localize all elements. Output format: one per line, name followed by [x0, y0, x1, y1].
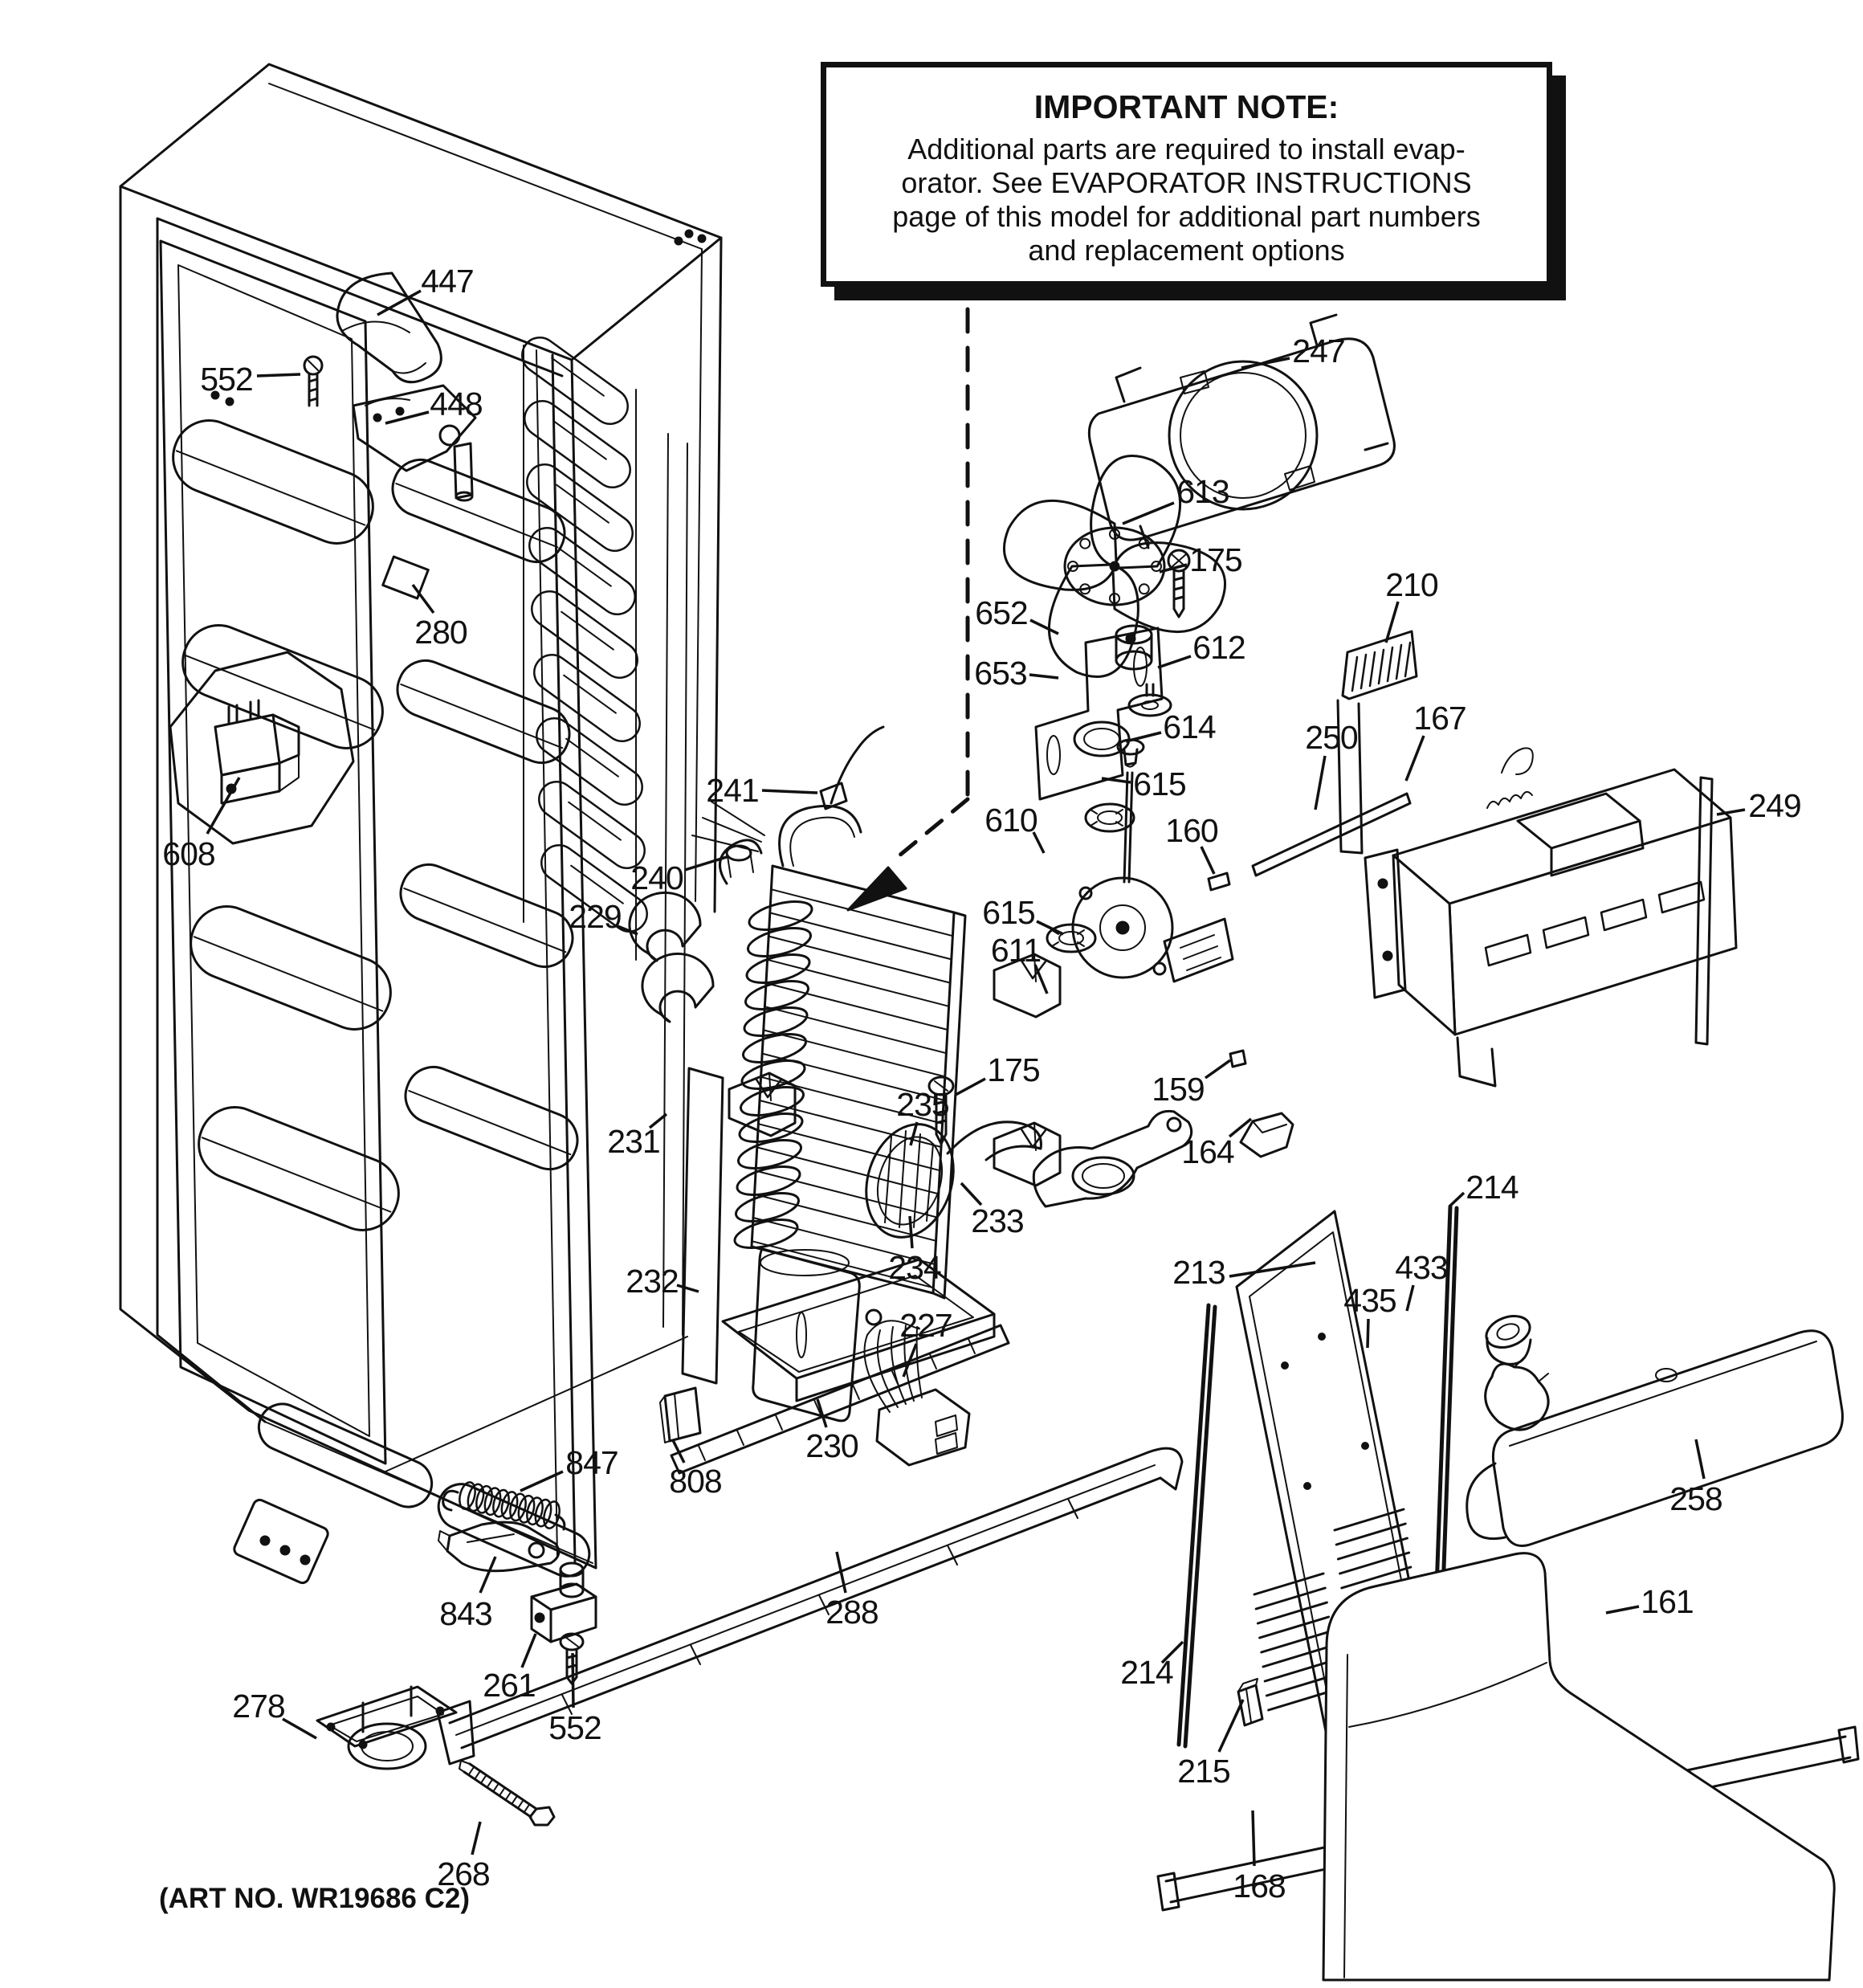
part-label-160-14: 160 — [1165, 812, 1218, 849]
part-label-240-25: 240 — [630, 859, 683, 896]
part-label-435-48: 435 — [1343, 1282, 1396, 1319]
leader-line-608 — [207, 778, 239, 834]
note-line: Additional parts are required to install evap- — [907, 133, 1466, 165]
leader-line-232 — [677, 1285, 699, 1292]
part-label-227-33: 227 — [899, 1307, 952, 1344]
part-label-433-47: 433 — [1395, 1249, 1448, 1286]
part-label-552-1: 552 — [200, 361, 253, 398]
leader-line-175 — [956, 1079, 985, 1095]
leader-line-160 — [1201, 847, 1214, 874]
part-drawing-161-cover — [1323, 1553, 1834, 1980]
part-label-447-0: 447 — [421, 263, 474, 300]
part-label-231-27: 231 — [607, 1123, 660, 1160]
part-label-214-44: 214 — [1120, 1654, 1173, 1691]
part-label-230-32: 230 — [805, 1427, 858, 1464]
art-number: (ART NO. WR19686 C2) — [159, 1883, 471, 1914]
part-label-175-17: 175 — [987, 1051, 1040, 1088]
part-drawing-808-clip — [660, 1388, 700, 1443]
leader-line-653 — [1029, 675, 1058, 678]
leader-line-215 — [1219, 1700, 1243, 1752]
part-label-843-37: 843 — [439, 1595, 492, 1632]
leader-line-240 — [685, 856, 729, 870]
leader-line-611 — [1035, 965, 1047, 994]
part-drawing-433-socket — [1482, 1311, 1535, 1365]
part-label-164-23: 164 — [1181, 1133, 1234, 1170]
part-label-233-30: 233 — [971, 1202, 1024, 1239]
part-label-261-38: 261 — [483, 1667, 536, 1704]
part-label-608-4: 608 — [162, 835, 215, 872]
leader-line-168 — [1253, 1810, 1254, 1866]
leader-line-167 — [1406, 736, 1424, 781]
part-drawing-229-clamp — [630, 892, 713, 1022]
leader-line-247 — [1241, 358, 1290, 368]
leader-line-652 — [1030, 620, 1058, 634]
part-label-235-29: 235 — [896, 1086, 949, 1123]
leader-line-250 — [1315, 756, 1325, 810]
leader-line-234 — [910, 1216, 912, 1248]
part-label-652-8: 652 — [975, 594, 1028, 631]
part-drawing-175-screw — [1168, 550, 1189, 617]
part-label-280-3: 280 — [414, 614, 467, 651]
part-label-161-50: 161 — [1641, 1583, 1694, 1620]
leader-line-614 — [1126, 733, 1161, 741]
leader-line-214 — [1450, 1193, 1464, 1206]
part-label-167-20: 167 — [1413, 700, 1466, 737]
part-drawing-268-bolt — [459, 1761, 554, 1825]
part-label-249-21: 249 — [1748, 787, 1801, 824]
part-drawing-552 — [304, 357, 322, 406]
part-label-213-42: 213 — [1172, 1254, 1225, 1291]
part-drawing-611-bracket — [1033, 1111, 1191, 1206]
leader-line-278 — [283, 1719, 316, 1738]
leader-line-161 — [1606, 1606, 1639, 1613]
part-drawing-435-bulb — [1486, 1357, 1548, 1430]
part-label-448-2: 448 — [430, 386, 483, 423]
reference-dashed-line — [848, 309, 968, 910]
part-label-234-31: 234 — [888, 1249, 941, 1286]
part-label-613-6: 613 — [1176, 473, 1229, 510]
leader-line-843 — [480, 1557, 495, 1593]
note-line: orator. See EVAPORATOR INSTRUCTIONS — [901, 166, 1472, 199]
important-note-box — [821, 62, 1552, 287]
part-drawing-610-motor — [1073, 773, 1233, 982]
part-label-615-12: 615 — [1133, 765, 1186, 802]
part-drawing-261-bracket — [532, 1563, 596, 1642]
leader-line-241 — [762, 790, 817, 793]
part-label-278-40: 278 — [232, 1688, 285, 1725]
part-label-288-35: 288 — [826, 1594, 879, 1631]
part-label-241-24: 241 — [706, 772, 759, 809]
part-label-214-43: 214 — [1466, 1169, 1519, 1206]
part-drawing-167-icemaker — [1365, 748, 1736, 1086]
part-label-552-39: 552 — [548, 1709, 601, 1746]
leader-line-612 — [1158, 656, 1191, 667]
part-drawing-608 — [170, 652, 353, 843]
leader-line-268 — [472, 1822, 480, 1855]
leader-line-233 — [961, 1183, 981, 1205]
part-drawing-159 — [1230, 1051, 1245, 1067]
arrow-icon — [848, 867, 906, 910]
part-drawing-280 — [383, 557, 429, 598]
part-label-250-18: 250 — [1305, 719, 1358, 756]
part-drawing-250-strip — [1253, 794, 1410, 876]
leader-line-613 — [1123, 503, 1174, 524]
part-label-653-9: 653 — [974, 655, 1027, 692]
note-title: IMPORTANT NOTE: — [1033, 88, 1339, 125]
part-drawing-247-fan-shroud — [1089, 315, 1394, 548]
part-label-215-45: 215 — [1177, 1753, 1230, 1790]
part-label-232-28: 232 — [626, 1263, 679, 1300]
leader-line-261 — [522, 1634, 536, 1668]
part-label-847-36: 847 — [565, 1444, 618, 1481]
part-label-247-5: 247 — [1292, 333, 1345, 369]
leader-line-230 — [817, 1399, 826, 1427]
part-label-175-7: 175 — [1189, 541, 1242, 578]
part-label-168-46: 168 — [1233, 1868, 1286, 1904]
note-line: and replacement options — [1028, 234, 1345, 267]
part-label-615-15: 615 — [982, 894, 1035, 931]
leader-line-159 — [1205, 1060, 1230, 1078]
part-drawing-160 — [1209, 873, 1229, 890]
door-bins-drawing — [163, 410, 410, 1240]
part-drawing-278-caster — [317, 1687, 456, 1769]
leader-line-552 — [257, 374, 300, 376]
part-label-159-22: 159 — [1152, 1071, 1205, 1108]
part-label-229-26: 229 — [569, 898, 622, 935]
leader-line-448 — [385, 412, 429, 423]
part-label-612-10: 612 — [1192, 629, 1245, 666]
part-label-611-16: 611 — [990, 932, 1042, 969]
part-label-258-49: 258 — [1669, 1480, 1722, 1517]
part-drawing-258-dairy-cover — [1467, 1331, 1843, 1546]
part-label-268-41: 268 — [437, 1855, 490, 1892]
part-label-808-34: 808 — [669, 1463, 722, 1500]
part-label-610-13: 610 — [984, 802, 1037, 839]
leader-line-433 — [1407, 1285, 1413, 1311]
part-label-614-11: 614 — [1163, 708, 1216, 745]
part-label-210-19: 210 — [1385, 566, 1438, 603]
note-line: page of this model for additional part numbers — [892, 200, 1481, 233]
